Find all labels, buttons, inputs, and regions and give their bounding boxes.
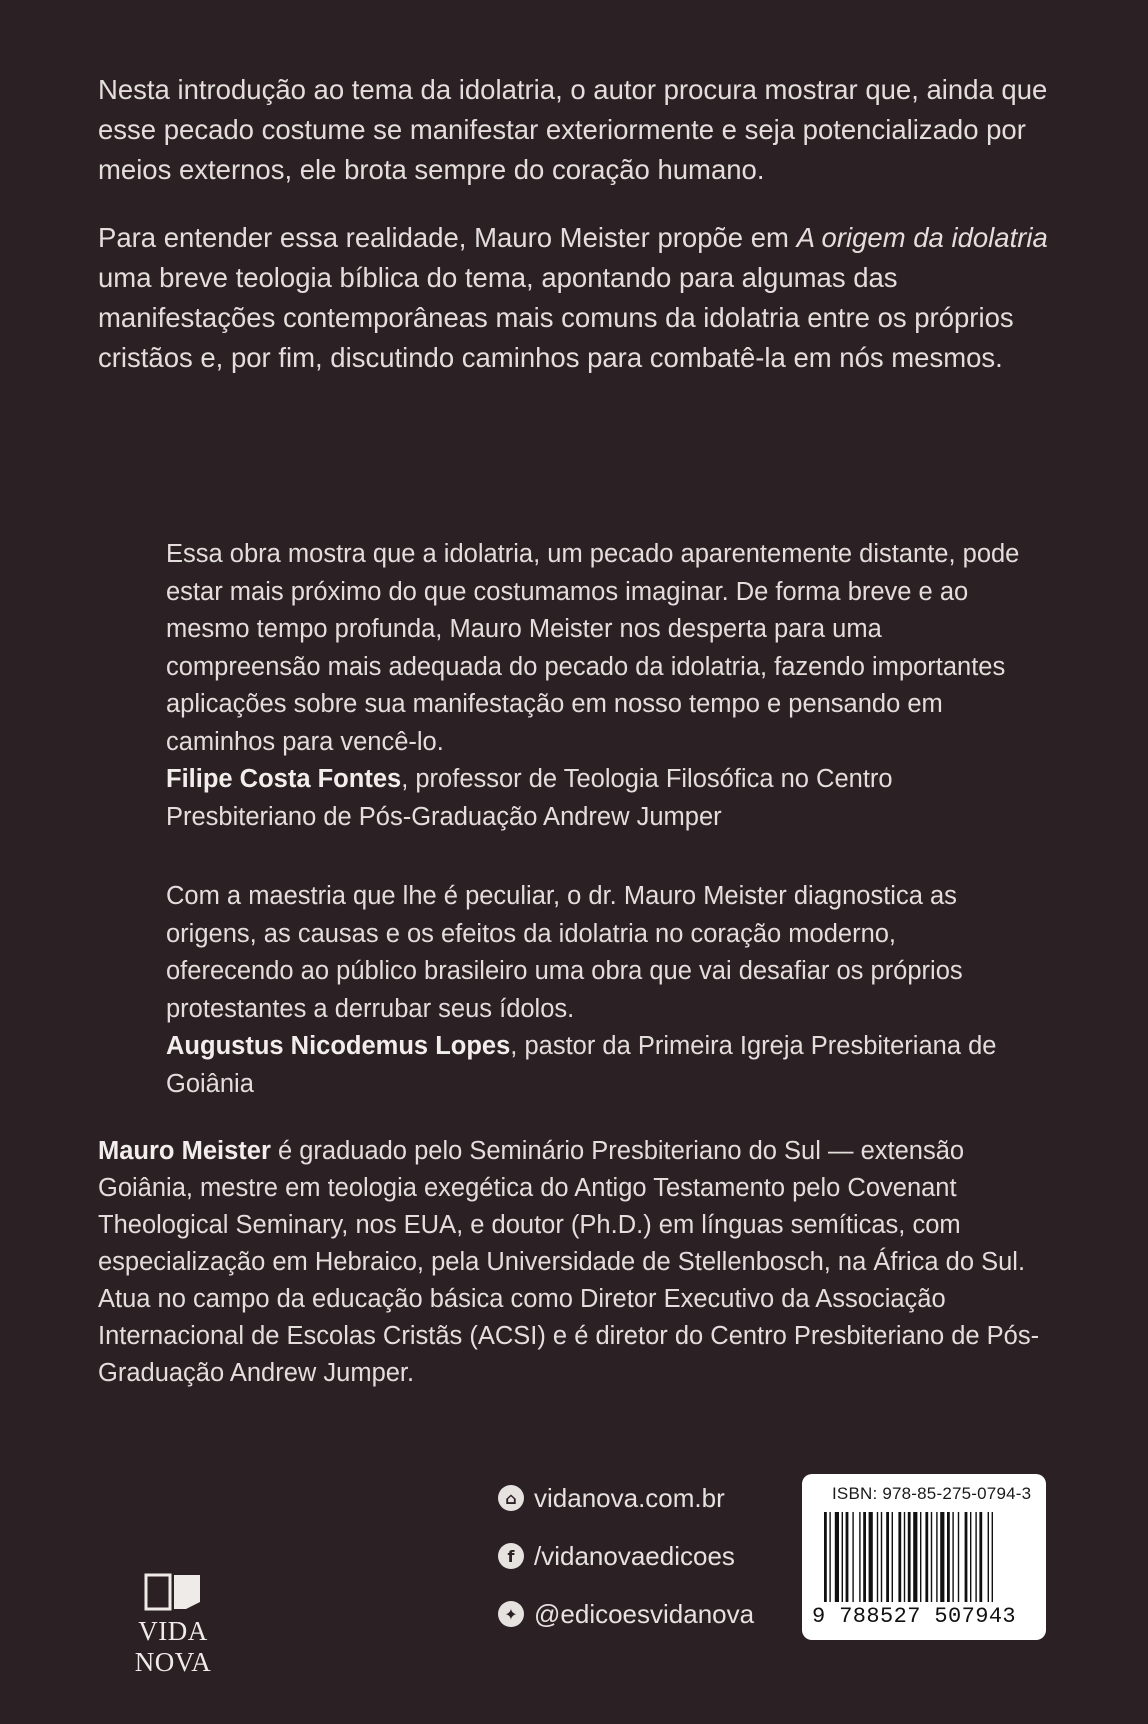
endorsement [166,878,1026,1103]
endorser-role: , pastor da Primeira Igreja Presbiteriana de Goiânia [166,1032,997,1098]
isbn-label: ISBN: 978-85-275-0794-3 [832,1484,1032,1503]
website-text: vidanova.com.br [534,1482,725,1513]
endorser-name: Filipe Costa Fontes [166,765,402,793]
author-bio [98,1133,1058,1392]
author-name: Mauro Meister [98,1137,271,1165]
intro-paragraph-2-end: uma breve teologia bíblica do tema, apontando para algumas das manifestações contemporâneas mais comuns da idolatria entre os próprios cristãos e, por fim, discutindo caminhos para combatê-la em nós mesmos. [98,262,1014,373]
author-bio-text [98,1133,1058,1392]
endorsement-attribution [166,1028,1026,1103]
endorsements [166,536,1026,1145]
facebook-link[interactable] [498,1536,754,1576]
barcode [824,1512,1024,1608]
intro-paragraph-1: Nesta introdução ao tema da idolatria, o autor procura mostrar que, ainda que esse pecado costume se manifestar exteriormente e seja potencializado por meios externos, ele brota sempre do coração humano. [98,74,1048,185]
intro-paragraph-2 [98,218,1048,378]
endorsement-text: Essa obra mostra que a idolatria, um pecado aparentemente distante, pode estar mais próximo do que costumamos imaginar. De forma breve e ao mesmo tempo profunda, Mauro Meister nos desperta para uma compreensão mais adequada do pecado da idolatria, fazendo importantes aplicações sobre sua manifestação em nosso tempo e pensando em caminhos para vencê-lo. [166,540,1020,756]
book-title: A origem da idolatria [796,222,1048,253]
social-links [498,1478,754,1652]
intro-section [98,70,1048,406]
endorsement-attribution [166,761,1026,836]
publisher-name: VIDA NOVA [134,1616,212,1677]
intro-paragraph-2-start: Para entender essa realidade, Mauro Meister propõe em [98,222,797,253]
facebook-text: /vidanovaedicoes [534,1540,735,1571]
publisher-logo [98,1572,248,1678]
endorser-name: Augustus Nicodemus Lopes [166,1032,511,1060]
facebook-icon: f [498,1543,524,1569]
website-link[interactable] [498,1478,754,1518]
author-bio-body: é graduado pelo Seminário Presbiteriano do Sul — extensão Goiânia, mestre em teologia exegética do Antigo Testamento pelo Covenant Theological Seminary, nos EUA, e doutor (Ph.D.) em línguas semíticas, com especialização em Hebraico, pela Universidade de Stellenbosch, na África do Sul. Atua no campo da educação básica como Diretor Executivo da Associação Internacional de Escolas Cristãs (ACSI) e é diretor do Centro Presbiteriano de Pós-Graduação Andrew Jumper. [98,1137,1040,1387]
twitter-text: @edicoesvidanova [534,1598,755,1629]
barcode-box [802,1474,1046,1640]
endorser-role: , professor de Teologia Filosófica no Centro Presbiteriano de Pós-Graduação Andrew Jumper [166,765,893,831]
endorsement [166,536,1026,836]
twitter-icon: ✦ [498,1601,524,1627]
ean-digits: 9 788527 507943 [812,1604,1017,1629]
endorsement-text: Com a maestria que lhe é peculiar, o dr. Mauro Meister diagnostica as origens, as causas e os efeitos da idolatria no coração moderno, oferecendo ao público brasileiro uma obra que vai desafiar os próprios protestantes a derrubar seus ídolos. [166,882,963,1023]
book-icon [138,1572,208,1612]
twitter-link[interactable] [498,1594,754,1634]
home-icon: ⌂ [498,1485,524,1511]
